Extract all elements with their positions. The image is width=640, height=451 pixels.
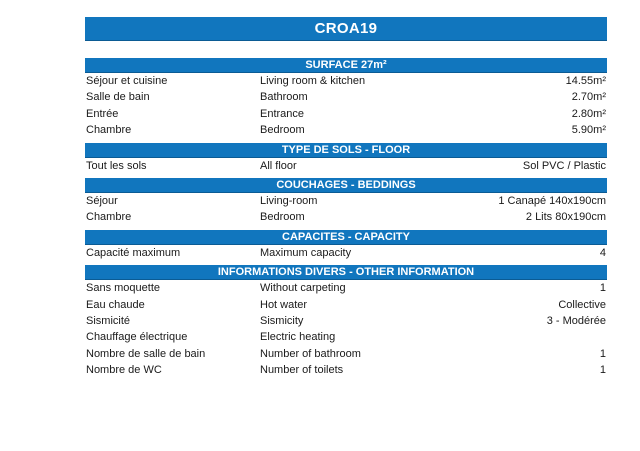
label-fr: Entrée [86, 107, 119, 120]
label-en: Living-room [260, 194, 318, 207]
property-title: CROA19 [314, 20, 378, 37]
label-fr: Séjour et cuisine [86, 75, 168, 87]
property-title-bar [85, 17, 607, 41]
label-fr: Chauffage électrique [86, 331, 188, 344]
table-row [85, 297, 607, 313]
section-header-label: INFORMATIONS DIVERS - OTHER INFORMATION [217, 266, 475, 279]
table-row [85, 73, 607, 89]
label-fr: Séjour [86, 194, 118, 207]
section-other-information [85, 265, 607, 378]
section-header-capacity [85, 230, 607, 245]
row-value: 2.70m² [571, 91, 606, 104]
section-beddings [85, 178, 607, 226]
label-en: Entrance [260, 107, 305, 120]
label-en: Without carpeting [260, 282, 346, 295]
label-en: Hot water [260, 298, 308, 311]
section-header-label: CAPACITES - CAPACITY [282, 230, 410, 243]
label-en: Number of bathroom [260, 347, 361, 360]
table-row [85, 329, 607, 345]
label-fr: Nombre de salle de bain [86, 347, 206, 360]
label-en: Bedroom [260, 124, 305, 137]
table-row [85, 158, 607, 174]
row-value: 5.90m² [571, 124, 606, 137]
table-row [85, 313, 607, 329]
section-header-floor [85, 143, 607, 158]
table-row [85, 106, 607, 122]
row-value: 2 Lits 80x190cm [525, 211, 606, 224]
row-value: 1 [599, 282, 606, 295]
label-en: All floor [260, 159, 297, 172]
row-value: 1 Canapé 140x190cm [498, 194, 606, 207]
label-en: Maximum capacity [260, 246, 352, 259]
section-floor [85, 143, 607, 174]
label-fr: Sismicité [86, 314, 131, 327]
table-row [85, 209, 607, 225]
table-row [85, 346, 607, 362]
section-capacity [85, 230, 607, 261]
table-row [85, 122, 607, 138]
row-value: Sol PVC / Plastic [522, 159, 606, 172]
section-header-label: COUCHAGES - BEDDINGS [276, 178, 416, 191]
section-header-surface [85, 58, 607, 73]
label-en: Bedroom [260, 211, 305, 224]
row-value: 1 [599, 347, 606, 360]
label-fr: Nombre de WC [86, 364, 162, 377]
label-en: Living room & kitchen [260, 75, 366, 87]
label-fr: Sans moquette [86, 282, 160, 295]
row-value: 3 - Modérée [546, 314, 606, 327]
label-en: Sismicity [260, 314, 304, 327]
label-fr: Chambre [86, 211, 132, 224]
label-fr: Eau chaude [86, 298, 145, 311]
table-row [85, 193, 607, 209]
label-en: Number of toilets [260, 364, 344, 377]
section-header-other-information [85, 265, 607, 280]
row-value: 1 [599, 364, 606, 377]
label-fr: Chambre [86, 124, 132, 137]
table-row [85, 362, 607, 378]
label-fr: Salle de bain [86, 91, 150, 104]
section-surface [85, 58, 607, 139]
row-value: Collective [558, 298, 606, 311]
section-header-label: TYPE DE SOLS - FLOOR [281, 143, 411, 156]
row-value: 4 [599, 246, 606, 259]
section-header-beddings [85, 178, 607, 193]
row-value: 14.55m² [565, 75, 606, 87]
label-en: Electric heating [260, 331, 336, 344]
row-value: 2.80m² [571, 107, 606, 120]
table-row [85, 245, 607, 261]
table-row [85, 89, 607, 105]
label-en: Bathroom [260, 91, 308, 104]
property-info-sheet [85, 17, 607, 382]
label-fr: Tout les sols [86, 159, 147, 172]
table-row [85, 280, 607, 296]
section-header-label: SURFACE 27m² [305, 59, 387, 71]
label-fr: Capacité maximum [86, 246, 181, 259]
